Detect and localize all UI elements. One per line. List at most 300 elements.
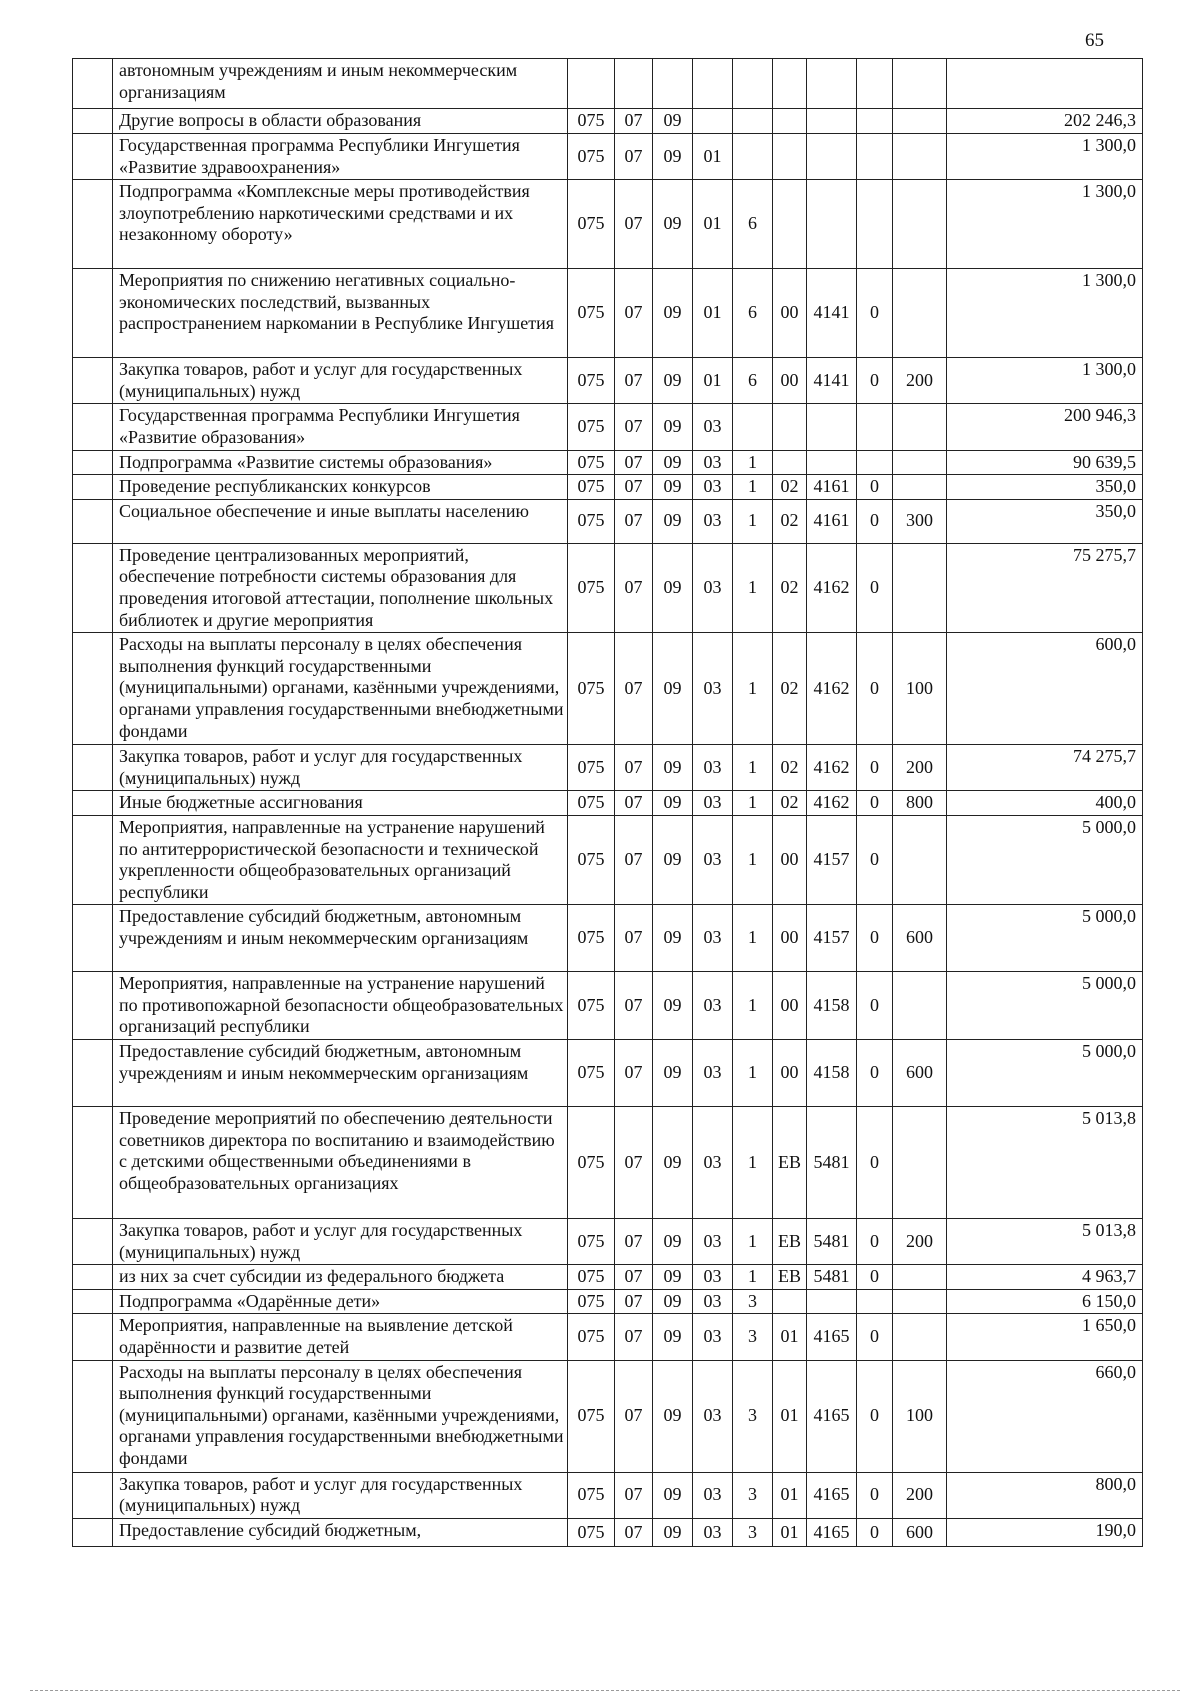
row-code: 075 <box>568 475 615 500</box>
row-sum: 5 000,0 <box>947 905 1143 972</box>
row-code: 07 <box>615 450 653 475</box>
row-name: Мероприятия по снижению негативных социально-экономических последствий, вызванных распространением наркомании в Республике Ингушетия <box>113 269 568 358</box>
row-code <box>773 404 807 450</box>
row-code: 100 <box>893 633 947 745</box>
row-code: 09 <box>653 269 693 358</box>
row-code: 07 <box>615 109 653 134</box>
row-code: 03 <box>693 450 733 475</box>
row-code <box>568 59 615 109</box>
row-code: 07 <box>615 1107 653 1219</box>
row-name: Закупка товаров, работ и услуг для государственных (муниципальных) нужд <box>113 1472 568 1518</box>
row-code <box>807 59 857 109</box>
row-code: 0 <box>857 1472 893 1518</box>
row-name: Закупка товаров, работ и услуг для государственных (муниципальных) нужд <box>113 1219 568 1265</box>
row-margin-cell <box>73 972 113 1040</box>
row-sum: 1 300,0 <box>947 358 1143 404</box>
row-margin-cell <box>73 499 113 543</box>
row-code: 1 <box>733 543 773 632</box>
row-code <box>807 404 857 450</box>
row-code: 07 <box>615 745 653 791</box>
table-row <box>73 450 1143 475</box>
row-code: ЕВ <box>773 1265 807 1290</box>
table-row <box>73 745 1143 791</box>
row-code: 07 <box>615 1360 653 1472</box>
row-code <box>893 475 947 500</box>
row-code: 200 <box>893 745 947 791</box>
row-margin-cell <box>73 791 113 816</box>
row-margin-cell <box>73 450 113 475</box>
row-margin-cell <box>73 1360 113 1472</box>
row-code <box>733 59 773 109</box>
row-sum: 600,0 <box>947 633 1143 745</box>
row-code: 075 <box>568 269 615 358</box>
row-name: Социальное обеспечение и иные выплаты населению <box>113 499 568 543</box>
row-code: 09 <box>653 499 693 543</box>
row-code: 03 <box>693 1518 733 1546</box>
row-sum: 5 013,8 <box>947 1219 1143 1265</box>
row-name: Подпрограмма «Комплексные меры противодействия злоупотреблению наркотическими средствами и их незаконному обороту» <box>113 180 568 269</box>
row-code: 075 <box>568 1265 615 1290</box>
row-code: 075 <box>568 905 615 972</box>
row-name: Расходы на выплаты персоналу в целях обеспечения выполнения функций государственными (муниципальными) органами, казёнными учреждениями, органами управления государственными внебюджетными фондами <box>113 1360 568 1472</box>
row-code: 01 <box>773 1518 807 1546</box>
table-row <box>73 1472 1143 1518</box>
table-row <box>73 134 1143 180</box>
table-row <box>73 1289 1143 1314</box>
row-code: 03 <box>693 905 733 972</box>
row-code <box>893 59 947 109</box>
row-code: 03 <box>693 1289 733 1314</box>
table-row <box>73 1314 1143 1360</box>
row-margin-cell <box>73 1289 113 1314</box>
row-code: 09 <box>653 1265 693 1290</box>
row-margin-cell <box>73 543 113 632</box>
row-sum: 190,0 <box>947 1518 1143 1546</box>
row-code: 0 <box>857 1265 893 1290</box>
row-code: 1 <box>733 1107 773 1219</box>
row-code: 09 <box>653 1472 693 1518</box>
row-code: 0 <box>857 1360 893 1472</box>
table-row <box>73 791 1143 816</box>
row-name: Предоставление субсидий бюджетным, автономным учреждениям и иным некоммерческим организациям <box>113 905 568 972</box>
row-code: 03 <box>693 1360 733 1472</box>
row-code <box>893 543 947 632</box>
row-code: 4162 <box>807 633 857 745</box>
row-code: 4157 <box>807 815 857 904</box>
row-sum: 200 946,3 <box>947 404 1143 450</box>
row-code: 075 <box>568 134 615 180</box>
row-code: 07 <box>615 358 653 404</box>
row-name: Предоставление субсидий бюджетным, автономным учреждениям и иным некоммерческим организациям <box>113 1040 568 1107</box>
row-code <box>893 1289 947 1314</box>
row-code: 02 <box>773 745 807 791</box>
row-margin-cell <box>73 1314 113 1360</box>
row-sum: 90 639,5 <box>947 450 1143 475</box>
row-code: 075 <box>568 1040 615 1107</box>
row-code <box>857 404 893 450</box>
row-code: 09 <box>653 1289 693 1314</box>
row-sum: 5 013,8 <box>947 1107 1143 1219</box>
row-code <box>857 180 893 269</box>
row-margin-cell <box>73 180 113 269</box>
row-code: 1 <box>733 791 773 816</box>
table-row <box>73 269 1143 358</box>
row-code <box>857 109 893 134</box>
row-code: ЕВ <box>773 1219 807 1265</box>
row-sum: 1 300,0 <box>947 269 1143 358</box>
row-margin-cell <box>73 815 113 904</box>
row-code: 02 <box>773 475 807 500</box>
row-code: 4165 <box>807 1472 857 1518</box>
row-code: 0 <box>857 499 893 543</box>
row-sum: 202 246,3 <box>947 109 1143 134</box>
row-margin-cell <box>73 905 113 972</box>
row-code: 07 <box>615 1518 653 1546</box>
row-code: 01 <box>773 1472 807 1518</box>
row-code <box>693 59 733 109</box>
row-code <box>893 269 947 358</box>
row-code: 03 <box>693 745 733 791</box>
table-row <box>73 109 1143 134</box>
row-code: 03 <box>693 791 733 816</box>
row-name: Государственная программа Республики Ингушетия «Развитие здравоохранения» <box>113 134 568 180</box>
row-code: 600 <box>893 905 947 972</box>
row-code: 0 <box>857 1219 893 1265</box>
row-code: 09 <box>653 633 693 745</box>
row-code: 03 <box>693 1107 733 1219</box>
row-code: 09 <box>653 815 693 904</box>
row-sum: 660,0 <box>947 1360 1143 1472</box>
row-code <box>693 109 733 134</box>
row-sum: 5 000,0 <box>947 815 1143 904</box>
row-code: 1 <box>733 745 773 791</box>
page-number: 65 <box>1085 30 1104 51</box>
row-code: 09 <box>653 1360 693 1472</box>
row-code: 09 <box>653 1518 693 1546</box>
row-code: 00 <box>773 815 807 904</box>
table-row <box>73 543 1143 632</box>
row-code: 1 <box>733 1265 773 1290</box>
row-code: 09 <box>653 134 693 180</box>
row-code <box>733 134 773 180</box>
row-code: 01 <box>693 180 733 269</box>
table-row <box>73 180 1143 269</box>
row-code: 075 <box>568 972 615 1040</box>
row-code: 0 <box>857 269 893 358</box>
row-code <box>893 1265 947 1290</box>
row-code: 07 <box>615 905 653 972</box>
bottom-rule <box>30 1690 1180 1691</box>
row-code: 200 <box>893 1219 947 1265</box>
table-row <box>73 1219 1143 1265</box>
row-code: 01 <box>693 358 733 404</box>
row-code: 6 <box>733 269 773 358</box>
table-row <box>73 358 1143 404</box>
row-sum: 6 150,0 <box>947 1289 1143 1314</box>
row-code: 6 <box>733 180 773 269</box>
row-code: 4161 <box>807 475 857 500</box>
row-code: 5481 <box>807 1219 857 1265</box>
row-code: 075 <box>568 791 615 816</box>
row-code: 075 <box>568 450 615 475</box>
row-name: Проведение централизованных мероприятий, обеспечение потребности системы образования для проведения итоговой аттестации, пополнение школьных библиотек и другие мероприятия <box>113 543 568 632</box>
row-code <box>857 1289 893 1314</box>
row-code <box>857 59 893 109</box>
row-code: 09 <box>653 905 693 972</box>
row-code: 075 <box>568 815 615 904</box>
table-row <box>73 404 1143 450</box>
row-code: 1 <box>733 633 773 745</box>
row-code: 09 <box>653 1040 693 1107</box>
row-code: 4158 <box>807 972 857 1040</box>
row-margin-cell <box>73 134 113 180</box>
row-margin-cell <box>73 1518 113 1546</box>
row-code <box>893 404 947 450</box>
row-code: 0 <box>857 905 893 972</box>
row-code <box>807 1289 857 1314</box>
row-code: 03 <box>693 1219 733 1265</box>
row-code: 075 <box>568 1472 615 1518</box>
row-name: из них за счет субсидии из федерального бюджета <box>113 1265 568 1290</box>
row-code: 4162 <box>807 791 857 816</box>
row-name: Предоставление субсидий бюджетным, <box>113 1518 568 1546</box>
row-code: ЕВ <box>773 1107 807 1219</box>
row-name: Государственная программа Республики Ингушетия «Развитие образования» <box>113 404 568 450</box>
row-code <box>733 404 773 450</box>
row-name: Подпрограмма «Одарённые дети» <box>113 1289 568 1314</box>
row-code: 300 <box>893 499 947 543</box>
row-code: 800 <box>893 791 947 816</box>
row-name: Мероприятия, направленные на устранение нарушений по противопожарной безопасности общеобразовательных организаций республики <box>113 972 568 1040</box>
table-row <box>73 1360 1143 1472</box>
row-code <box>773 59 807 109</box>
table-row <box>73 499 1143 543</box>
row-code: 00 <box>773 1040 807 1107</box>
row-margin-cell <box>73 269 113 358</box>
row-margin-cell <box>73 1472 113 1518</box>
row-code: 0 <box>857 358 893 404</box>
table-row <box>73 633 1143 745</box>
row-code <box>893 1314 947 1360</box>
row-code: 075 <box>568 180 615 269</box>
row-code: 09 <box>653 1107 693 1219</box>
row-sum: 800,0 <box>947 1472 1143 1518</box>
row-sum: 400,0 <box>947 791 1143 816</box>
row-code <box>807 109 857 134</box>
row-code: 07 <box>615 1265 653 1290</box>
row-margin-cell <box>73 404 113 450</box>
row-code <box>773 1289 807 1314</box>
budget-table <box>72 58 1143 1547</box>
row-code <box>773 180 807 269</box>
row-code: 1 <box>733 905 773 972</box>
row-name: Расходы на выплаты персоналу в целях обеспечения выполнения функций государственными (муниципальными) органами, казёнными учреждениями, органами управления государственными внебюджетными фондами <box>113 633 568 745</box>
row-code: 4165 <box>807 1518 857 1546</box>
row-code: 0 <box>857 1040 893 1107</box>
row-code <box>857 450 893 475</box>
row-sum: 5 000,0 <box>947 972 1143 1040</box>
row-code: 0 <box>857 1518 893 1546</box>
row-code: 00 <box>773 358 807 404</box>
row-code: 200 <box>893 358 947 404</box>
row-code: 02 <box>773 543 807 632</box>
row-code: 03 <box>693 1472 733 1518</box>
row-code: 1 <box>733 972 773 1040</box>
row-code: 07 <box>615 791 653 816</box>
row-code: 07 <box>615 269 653 358</box>
row-code: 03 <box>693 404 733 450</box>
row-code: 4162 <box>807 543 857 632</box>
row-code: 02 <box>773 633 807 745</box>
row-code: 3 <box>733 1289 773 1314</box>
row-code: 07 <box>615 1040 653 1107</box>
row-code: 0 <box>857 543 893 632</box>
row-code: 03 <box>693 499 733 543</box>
row-sum <box>947 59 1143 109</box>
row-code: 01 <box>773 1360 807 1472</box>
row-code: 07 <box>615 1314 653 1360</box>
row-code: 0 <box>857 745 893 791</box>
row-code: 075 <box>568 499 615 543</box>
table-row <box>73 1265 1143 1290</box>
row-code: 4141 <box>807 358 857 404</box>
row-margin-cell <box>73 59 113 109</box>
row-code: 0 <box>857 791 893 816</box>
row-name: Подпрограмма «Развитие системы образования» <box>113 450 568 475</box>
row-code: 07 <box>615 972 653 1040</box>
row-code: 0 <box>857 475 893 500</box>
row-sum: 1 300,0 <box>947 180 1143 269</box>
row-code: 600 <box>893 1518 947 1546</box>
row-code: 5481 <box>807 1265 857 1290</box>
row-code: 07 <box>615 1472 653 1518</box>
row-code: 09 <box>653 358 693 404</box>
row-code: 03 <box>693 1040 733 1107</box>
row-sum: 5 000,0 <box>947 1040 1143 1107</box>
row-sum: 1 300,0 <box>947 134 1143 180</box>
row-code: 09 <box>653 475 693 500</box>
row-code: 3 <box>733 1518 773 1546</box>
row-code <box>807 134 857 180</box>
row-name: Закупка товаров, работ и услуг для государственных (муниципальных) нужд <box>113 745 568 791</box>
row-margin-cell <box>73 1219 113 1265</box>
row-code <box>893 450 947 475</box>
row-code <box>773 109 807 134</box>
row-code: 3 <box>733 1314 773 1360</box>
row-code: 03 <box>693 475 733 500</box>
row-code: 075 <box>568 1360 615 1472</box>
row-code <box>893 180 947 269</box>
row-sum: 74 275,7 <box>947 745 1143 791</box>
row-code: 075 <box>568 1314 615 1360</box>
row-code: 4158 <box>807 1040 857 1107</box>
row-code <box>893 1107 947 1219</box>
row-code: 075 <box>568 1289 615 1314</box>
row-code: 075 <box>568 1107 615 1219</box>
row-margin-cell <box>73 109 113 134</box>
row-code <box>857 134 893 180</box>
row-code: 1 <box>733 499 773 543</box>
row-code <box>653 59 693 109</box>
row-margin-cell <box>73 1107 113 1219</box>
row-margin-cell <box>73 475 113 500</box>
table-row <box>73 972 1143 1040</box>
row-code: 200 <box>893 1472 947 1518</box>
table-row <box>73 905 1143 972</box>
row-code: 03 <box>693 543 733 632</box>
row-code: 4157 <box>807 905 857 972</box>
row-code: 00 <box>773 269 807 358</box>
row-code <box>773 134 807 180</box>
row-code: 5481 <box>807 1107 857 1219</box>
row-code: 1 <box>733 1219 773 1265</box>
row-code: 100 <box>893 1360 947 1472</box>
row-code: 4162 <box>807 745 857 791</box>
row-name: Иные бюджетные ассигнования <box>113 791 568 816</box>
row-code <box>615 59 653 109</box>
row-code: 09 <box>653 109 693 134</box>
row-sum: 350,0 <box>947 499 1143 543</box>
row-code: 4165 <box>807 1360 857 1472</box>
row-code: 1 <box>733 450 773 475</box>
table-row <box>73 475 1143 500</box>
row-code: 07 <box>615 180 653 269</box>
row-name: Закупка товаров, работ и услуг для государственных (муниципальных) нужд <box>113 358 568 404</box>
row-code: 0 <box>857 633 893 745</box>
row-code: 07 <box>615 1289 653 1314</box>
row-code: 07 <box>615 134 653 180</box>
row-code <box>807 180 857 269</box>
row-code: 01 <box>773 1314 807 1360</box>
row-code <box>807 450 857 475</box>
row-code: 09 <box>653 450 693 475</box>
row-code <box>733 109 773 134</box>
row-code <box>773 450 807 475</box>
row-margin-cell <box>73 1040 113 1107</box>
row-code: 1 <box>733 475 773 500</box>
row-sum: 1 650,0 <box>947 1314 1143 1360</box>
row-code: 01 <box>693 269 733 358</box>
row-code: 075 <box>568 109 615 134</box>
row-code: 09 <box>653 791 693 816</box>
row-code: 075 <box>568 543 615 632</box>
row-code: 07 <box>615 475 653 500</box>
row-code <box>893 972 947 1040</box>
row-code: 07 <box>615 404 653 450</box>
row-code <box>893 815 947 904</box>
row-sum: 75 275,7 <box>947 543 1143 632</box>
row-code: 1 <box>733 815 773 904</box>
row-name: Другие вопросы в области образования <box>113 109 568 134</box>
row-code <box>893 134 947 180</box>
row-code: 075 <box>568 358 615 404</box>
row-code: 075 <box>568 1518 615 1546</box>
row-code: 600 <box>893 1040 947 1107</box>
row-name: автономным учреждениям и иным некоммерческим организациям <box>113 59 568 109</box>
row-code: 03 <box>693 815 733 904</box>
row-sum: 4 963,7 <box>947 1265 1143 1290</box>
row-margin-cell <box>73 1265 113 1290</box>
row-code: 09 <box>653 404 693 450</box>
row-code <box>893 109 947 134</box>
row-code: 4165 <box>807 1314 857 1360</box>
row-code: 09 <box>653 972 693 1040</box>
table-row <box>73 1518 1143 1546</box>
row-code: 075 <box>568 1219 615 1265</box>
row-code: 03 <box>693 972 733 1040</box>
row-code: 07 <box>615 499 653 543</box>
row-code: 07 <box>615 633 653 745</box>
